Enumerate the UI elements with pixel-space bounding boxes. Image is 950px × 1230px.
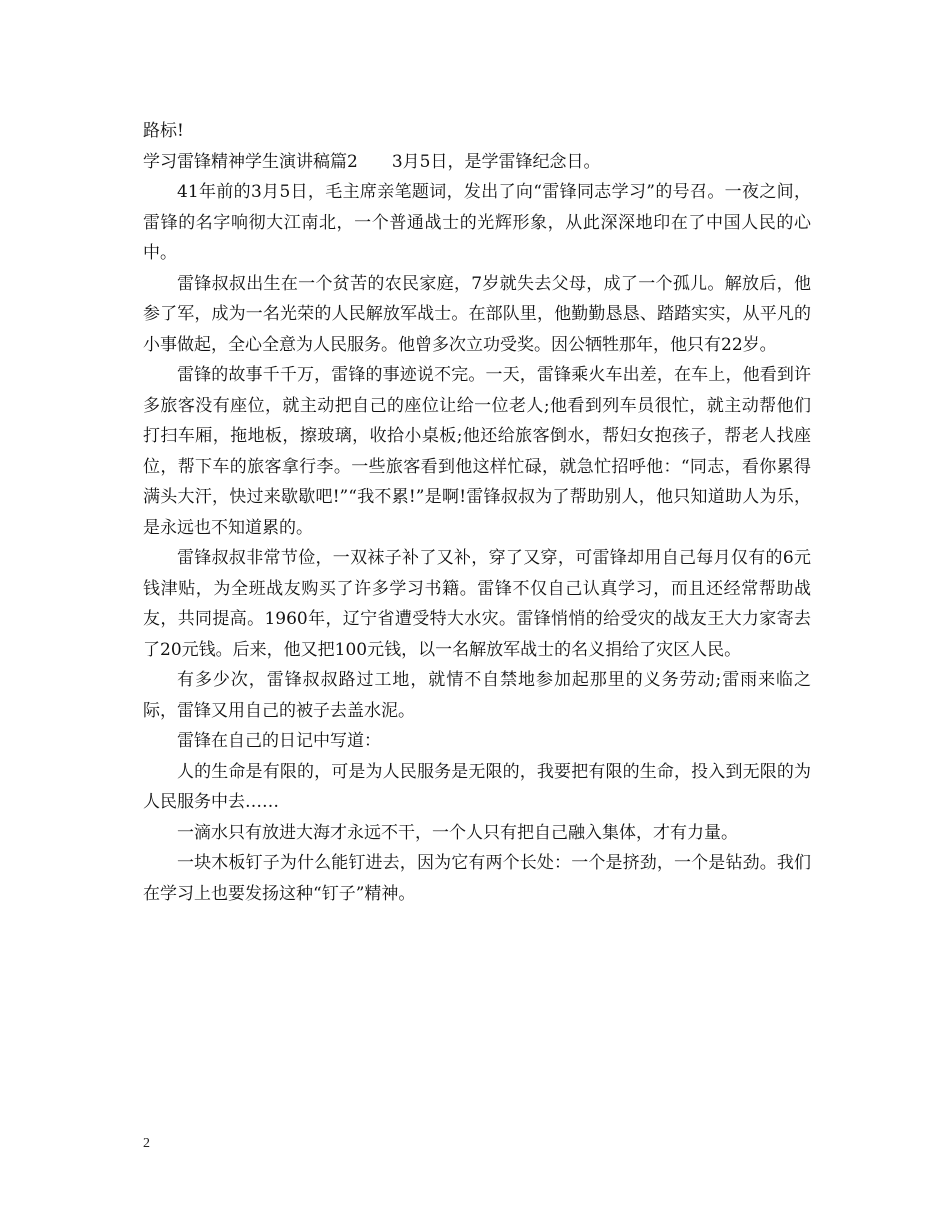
paragraph-2: 雷锋叔叔出生在一个贫苦的农民家庭，7岁就失去父母，成了一个孤儿。解放后，他参了军，成为一名光荣的人民解放军战士。在部队里，他勤勤恳恳、踏踏实实，从平凡的小事做起，全心全意为人民服务。他曾多次立功受奖。因公牺牲那年，他只有22岁。 <box>143 273 811 355</box>
paragraph-1: 41年前的3月5日，毛主席亲笔题词，发出了向“雷锋同志学习”的号召。一夜之间，雷锋的名字响彻大江南北，一个普通战士的光辉形象，从此深深地印在了中国人民的心中。 <box>143 182 811 263</box>
section-title-tail: 3月5日，是学雷锋纪念日。 <box>391 151 601 172</box>
section-title: 学习雷锋精神学生演讲稿篇2 <box>143 151 358 172</box>
paragraph-9: 一块木板钉子为什么能钉进去，因为它有两个长处：一个是挤劲，一个是钻劲。我们在学习上也要发扬这种“钉子”精神。 <box>143 853 811 904</box>
paragraph-5: 有多少次，雷锋叔叔路过工地，就情不自禁地参加起那里的义务劳动;雷雨来临之际，雷锋又用自己的被子去盖水泥。 <box>143 670 811 721</box>
page-number: 2 <box>143 1136 150 1151</box>
paragraph-3: 雷锋的故事千千万，雷锋的事迹说不完。一天，雷锋乘火车出差，在车上，他看到许多旅客没有座位，就主动把自己的座位让给一位老人;他看到列车员很忙，就主动帮他们打扫车厢，拖地板，擦玻璃，收拾小桌板;他还给旅客倒水，帮妇女抱孩子，帮老人找座位，帮下车的旅客拿行李。一些旅客看到他这样忙碌，就急忙招呼他：“同志，看你累得满头大汗，快过来歇歇吧!”“我不累!”是啊!雷锋叔叔为了帮助别人，他只知道助人为乐，是永远也不知道累的。 <box>143 365 811 538</box>
paragraph-6: 雷锋在自己的日记中写道： <box>177 731 381 751</box>
paragraph-4: 雷锋叔叔非常节俭，一双袜子补了又补，穿了又穿，可雷锋却用自己每月仅有的6元钱津贴，为全班战友购买了许多学习书籍。雷锋不仅自己认真学习，而且还经常帮助战友，共同提高。1960年，辽宁省遭受特大水灾。雷锋悄悄的给受灾的战友王大力家寄去了20元钱。后来，他又把100元钱，以一名解放军战士的名义捐给了灾区人民。 <box>143 548 811 660</box>
section-title-line <box>143 147 811 178</box>
paragraph-fragment: 路标! <box>143 121 184 141</box>
document-body <box>143 116 811 909</box>
paragraph-8: 一滴水只有放进大海才永远不干，一个人只有把自己融入集体，才有力量。 <box>177 822 738 843</box>
paragraph-7: 人的生命是有限的，可是为人民服务是无限的，我要把有限的生命，投入到无限的为人民服务中去…… <box>143 761 811 812</box>
